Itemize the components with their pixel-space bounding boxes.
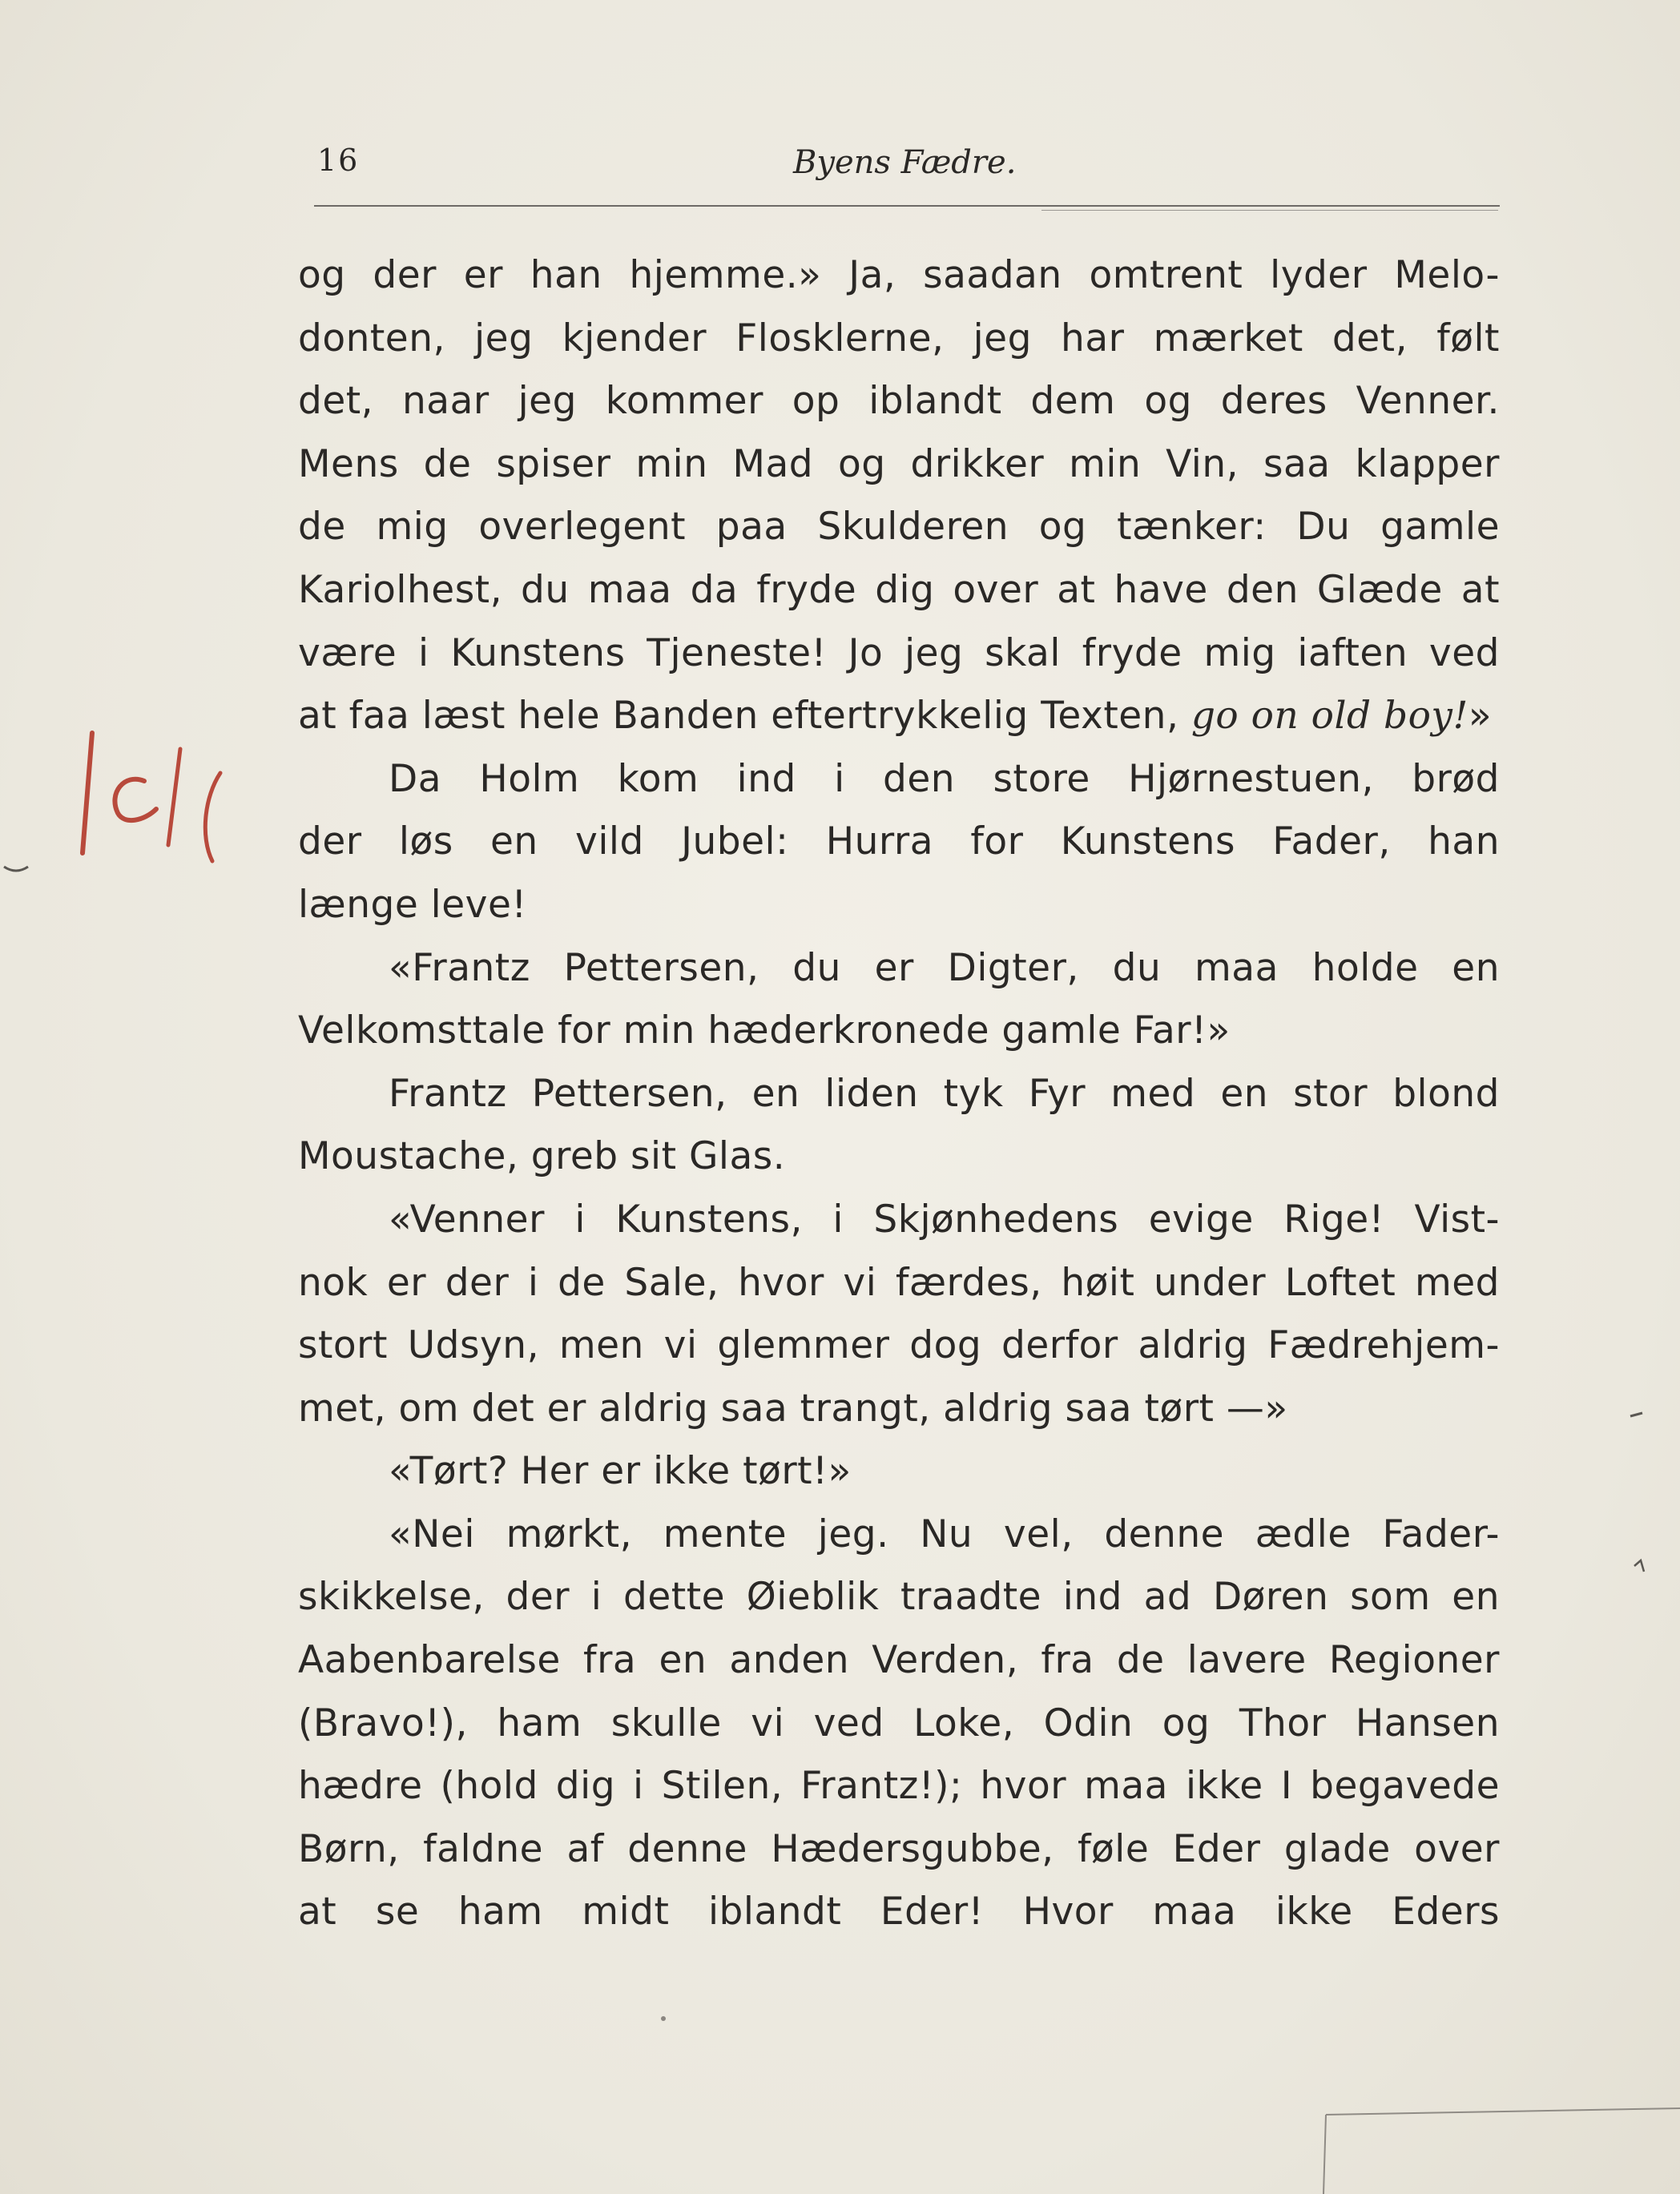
body-text — [298, 244, 1500, 1944]
page-number: 16 — [317, 143, 360, 178]
text-line: Frantz Pettersen, en liden tyk Fyr med en stor blond — [389, 1071, 1500, 1116]
text-line: at se ham midt iblandt Eder! Hvor maa ikke Eders — [298, 1890, 1500, 1934]
text-line: være i Kunstens Tjeneste! Jo jeg skal fryde mig iaften ved — [298, 630, 1500, 675]
text-line: «Nei mørkt, mente jeg. Nu vel, denne ædle Fader- — [389, 1512, 1500, 1556]
handwritten-margin-note — [68, 725, 252, 885]
text-line: Børn, faldne af denne Hædersgubbe, føle Eder glade over — [298, 1826, 1500, 1871]
text-quote-close: » — [1468, 694, 1493, 739]
text-line: stort Udsyn, men vi glemmer dog derfor aldrig Fædrehjem- — [298, 1323, 1500, 1368]
text-line: Kariolhest, du maa da fryde dig over at have den Glæde at — [298, 567, 1500, 612]
text-italic: go on old boy! — [1191, 694, 1468, 739]
text-line: de mig overlegent paa Skulderen og tænker: Du gamle — [298, 505, 1500, 550]
header-rule — [314, 205, 1500, 207]
text-line: Mens de spiser min Mad og drikker min Vin, saa klapper — [298, 441, 1500, 486]
text-line: (Bravo!), ham skulle vi ved Loke, Odin og Thor Hansen — [298, 1701, 1500, 1745]
text-line: længe leve! — [298, 882, 527, 927]
header-rule-secondary — [1041, 210, 1498, 211]
running-title: Byens Fædre. — [793, 144, 1017, 181]
text-line: hædre (hold dig i Stilen, Frantz!); hvor maa ikke I begavede — [298, 1764, 1500, 1809]
text-line: skikkelse, der i dette Øieblik traadte ind ad Døren som en — [298, 1575, 1500, 1620]
text-line: nok er der i de Sale, hvor vi færdes, høit under Loftet med — [298, 1260, 1500, 1305]
text-line: donten, jeg kjender Flosklerne, jeg har mærket det, følt — [298, 316, 1500, 360]
text-line: det, naar jeg kommer op iblandt dem og deres Venner. — [298, 379, 1500, 424]
running-head — [312, 136, 1498, 184]
text-line: «Venner i Kunstens, i Skjønhedens evige Rige! Vist- — [389, 1197, 1500, 1242]
text-line: og der er han hjemme.» Ja, saadan omtrent lyder Melo- — [298, 253, 1500, 297]
text-line: Moustache, greb sit Glas. — [298, 1134, 786, 1179]
text-line: Da Holm kom ind i den store Hjørnestuen, brød — [389, 756, 1500, 801]
text-line: met, om det er aldrig saa trangt, aldrig saa tørt —» — [298, 1386, 1288, 1431]
text-line: Velkomsttale for min hæderkronede gamle Far!» — [298, 1008, 1231, 1053]
text-roman: at faa læst hele Banden eftertrykkelig Texten, — [298, 694, 1179, 739]
text-line: «Tørt? Her er ikke tørt!» — [389, 1449, 852, 1494]
text-line: Aabenbarelse fra en anden Verden, fra de lavere Regioner — [298, 1638, 1500, 1683]
text-line: «Frantz Pettersen, du er Digter, du maa holde en — [389, 945, 1500, 990]
text-line-with-italic — [298, 685, 1500, 748]
text-line: der løs en vild Jubel: Hurra for Kunstens Fader, han — [298, 819, 1500, 864]
